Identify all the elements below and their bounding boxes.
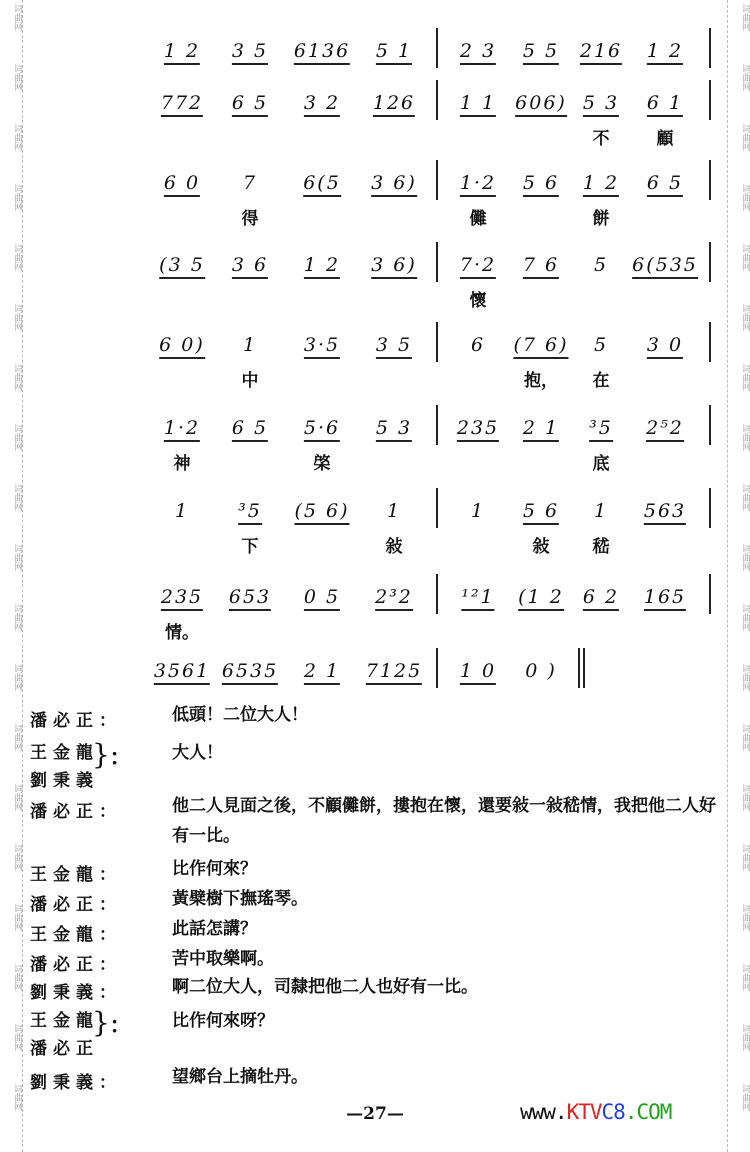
- note-group: 6 1: [647, 92, 683, 117]
- note-group: 653: [229, 586, 271, 611]
- note-group: 772: [161, 92, 203, 117]
- watermark-text: 词曲网: [12, 4, 22, 31]
- lyric: 嵇: [592, 537, 610, 557]
- note-group: 6(535: [632, 254, 698, 279]
- note-group: 1: [174, 500, 190, 522]
- watermark-text: 词曲网: [740, 244, 750, 271]
- dialogue-text: 比作何來呀？: [172, 1011, 274, 1031]
- note-group: 3 5: [232, 40, 268, 65]
- watermark-text: 词曲网: [740, 184, 750, 211]
- note-group: 5: [593, 254, 609, 276]
- note-group: 1 2: [583, 172, 619, 197]
- watermark-text: 词曲网: [12, 904, 22, 931]
- note-group: 3561: [154, 660, 210, 685]
- note-group: 3·5: [304, 334, 340, 359]
- note-group: 6136: [294, 40, 350, 65]
- barline: [709, 28, 711, 68]
- barline: [436, 160, 438, 200]
- brace: }:: [92, 738, 120, 771]
- watermark-text: 词曲网: [12, 124, 22, 151]
- watermark-text: 词曲网: [12, 1084, 22, 1111]
- logo-part: C8: [601, 1100, 625, 1124]
- watermark-text: 词曲网: [12, 604, 22, 631]
- score-line: [0, 254, 750, 311]
- note-group: 6(5: [303, 172, 341, 197]
- note-group: 3 6: [232, 254, 268, 279]
- score-line: [0, 500, 750, 557]
- lyric: 中: [241, 371, 259, 391]
- note-group: 1: [593, 500, 609, 522]
- barline: [436, 322, 438, 362]
- lyric: 敍: [385, 537, 403, 557]
- note-group: ³5: [238, 500, 262, 525]
- dialogue-text: 大人！: [172, 743, 223, 763]
- lyric: 神: [173, 454, 191, 474]
- lyric: 得: [241, 209, 259, 229]
- barline: [709, 242, 711, 282]
- speaker-name: 潘必正：: [30, 802, 122, 822]
- note-group: 0 ): [525, 660, 557, 682]
- watermark-text: 词曲网: [740, 784, 750, 811]
- note-group: 3 6): [371, 172, 417, 197]
- note-group: 5 3: [376, 417, 412, 442]
- lyric: 敍: [532, 537, 550, 557]
- note-group: 0 5: [304, 586, 340, 611]
- note-group: 5 5: [523, 40, 559, 65]
- speaker-name: 王金龍：: [30, 865, 122, 885]
- watermark-text: 词曲网: [740, 64, 750, 91]
- dialogue-text: 比作何來？: [172, 859, 257, 879]
- watermark-text: 词曲网: [740, 484, 750, 511]
- watermark-text: 词曲网: [740, 424, 750, 451]
- brace: }:: [92, 1006, 120, 1039]
- speaker-name: 潘必正：: [30, 955, 122, 975]
- dialogue-text: 低頭！二位大人！: [172, 705, 308, 725]
- page-number: —27—: [346, 1104, 404, 1124]
- speaker-name: 劉秉義：: [30, 983, 122, 1003]
- watermark-text: 词曲网: [740, 904, 750, 931]
- watermark-text: 词曲网: [12, 364, 22, 391]
- barline: [436, 648, 438, 688]
- lyric: 抱，: [524, 371, 558, 391]
- note-group: 2 3: [460, 40, 496, 65]
- note-group: 7·2: [460, 254, 496, 279]
- barline: [578, 648, 580, 688]
- speaker-name: 王金龍: [30, 743, 99, 763]
- lyric: 下: [241, 537, 259, 557]
- barline: [709, 488, 711, 528]
- note-group: 2 1: [523, 417, 559, 442]
- note-group: 1·2: [164, 417, 200, 442]
- note-group: 1 1: [460, 92, 496, 117]
- note-group: 6 0): [159, 334, 205, 359]
- watermark-text: 词曲网: [740, 844, 750, 871]
- note-group: 3 2: [304, 92, 340, 117]
- speaker-name: 潘必正：: [30, 711, 122, 731]
- barline: [709, 405, 711, 445]
- barline: [709, 574, 711, 614]
- watermark-text: 词曲网: [740, 664, 750, 691]
- lyric: 餅: [592, 209, 610, 229]
- note-group: 235: [457, 417, 499, 442]
- watermark-text: 词曲网: [12, 424, 22, 451]
- note-group: (3 5: [159, 254, 205, 279]
- note-group: 3 6): [371, 254, 417, 279]
- dialogue-text: 苦中取樂啊。: [172, 949, 274, 969]
- note-group: 3 5: [376, 334, 412, 359]
- barline: [436, 80, 438, 120]
- speaker-name: 潘必正: [30, 1039, 99, 1059]
- watermark-text: 词曲网: [740, 1084, 750, 1111]
- barline: [436, 488, 438, 528]
- dialogue-text: 望鄉台上摘牡丹。: [172, 1067, 308, 1087]
- watermark-text: 词曲网: [740, 1024, 750, 1051]
- watermark-text: 词曲网: [12, 64, 22, 91]
- barline: [709, 322, 711, 362]
- logo-part: KTV: [566, 1100, 602, 1124]
- note-group: 6 5: [647, 172, 683, 197]
- barline: [436, 242, 438, 282]
- lyric: 底: [592, 454, 610, 474]
- note-group: 563: [644, 500, 686, 525]
- speaker-name: 潘必正：: [30, 895, 122, 915]
- note-group: 6 2: [583, 586, 619, 611]
- dialogue-text: 他二人見面之後，不顧儺餅，摟抱在懷，還要敍一敍嵇情，我把他二人好有一比。: [172, 796, 716, 846]
- site-logo: www.KTVC8.COM: [520, 1100, 672, 1124]
- note-group: 165: [644, 586, 686, 611]
- barline: [709, 80, 711, 120]
- watermark-text: 词曲网: [12, 784, 22, 811]
- lyric: 棨: [313, 454, 331, 474]
- note-group: 606): [515, 92, 567, 117]
- lyric: 儺: [469, 209, 487, 229]
- note-group: 6 5: [232, 417, 268, 442]
- watermark-text: 词曲网: [12, 664, 22, 691]
- note-group: 7125: [366, 660, 422, 685]
- watermark-text: 词曲网: [740, 4, 750, 31]
- watermark-text: 词曲网: [12, 964, 22, 991]
- note-group: 6535: [222, 660, 278, 685]
- dialogue-text: 啊二位大人，司隸把他二人也好有一比。: [172, 977, 478, 997]
- note-group: 5·6: [304, 417, 340, 442]
- barline: [709, 160, 711, 200]
- note-group: 5 6: [523, 500, 559, 525]
- note-group: 1: [470, 500, 486, 522]
- note-group: 6: [470, 334, 486, 356]
- note-group: 2 1: [304, 660, 340, 685]
- lyric: 不: [592, 129, 610, 149]
- score-line: [0, 40, 750, 70]
- dialogue-text: 黃檗樹下撫瑤琴。: [172, 889, 308, 909]
- speaker-name: 劉秉義：: [30, 1073, 122, 1093]
- watermark-text: 词曲网: [740, 964, 750, 991]
- watermark-text: 词曲网: [740, 604, 750, 631]
- note-group: 2³2: [375, 586, 413, 611]
- note-group: 2⁵2: [646, 417, 684, 442]
- watermark-text: 词曲网: [740, 724, 750, 751]
- watermark-text: 词曲网: [12, 544, 22, 571]
- note-group: 5 1: [376, 40, 412, 65]
- barline: [436, 574, 438, 614]
- watermark-text: 词曲网: [12, 844, 22, 871]
- speaker-name: 王金龍：: [30, 925, 122, 945]
- watermark-text: 词曲网: [740, 304, 750, 331]
- speaker-name: 王金龍: [30, 1011, 99, 1031]
- note-group: 126: [373, 92, 415, 117]
- note-group: 6 5: [232, 92, 268, 117]
- note-group: 7 6: [523, 254, 559, 279]
- lyric: 在: [592, 371, 610, 391]
- lyric: 情。: [165, 623, 199, 643]
- note-group: 3 0: [647, 334, 683, 359]
- note-group: ¹²1: [461, 586, 494, 611]
- note-group: (5 6): [294, 500, 349, 525]
- note-group: 1 2: [164, 40, 200, 65]
- speaker-name: 劉秉義: [30, 771, 99, 791]
- logo-part: COM: [636, 1100, 672, 1124]
- note-group: 1: [242, 334, 258, 356]
- note-group: (1 2: [518, 586, 564, 611]
- note-group: 5: [593, 334, 609, 356]
- lyric: 顧: [656, 129, 674, 149]
- barline: [436, 28, 438, 68]
- note-group: 1 0: [460, 660, 496, 685]
- watermark-text: 词曲网: [12, 304, 22, 331]
- note-group: ³5: [589, 417, 613, 442]
- note-group: 235: [161, 586, 203, 611]
- watermark-text: 词曲网: [740, 124, 750, 151]
- note-group: 5 6: [523, 172, 559, 197]
- barline: [436, 405, 438, 445]
- note-group: 1: [386, 500, 402, 522]
- watermark-text: 词曲网: [12, 724, 22, 751]
- score-line: [0, 417, 750, 474]
- note-group: 7: [242, 172, 258, 194]
- watermark-text: 词曲网: [740, 364, 750, 391]
- note-group: 1 2: [647, 40, 683, 65]
- dialogue-text: 此話怎講？: [172, 919, 257, 939]
- score-line: [0, 660, 750, 690]
- watermark-text: 词曲网: [12, 244, 22, 271]
- score-line: [0, 172, 750, 229]
- watermark-text: 词曲网: [12, 184, 22, 211]
- lyric: 懷: [469, 291, 487, 311]
- watermark-text: 词曲网: [12, 484, 22, 511]
- note-group: 1 2: [304, 254, 340, 279]
- watermark-text: 词曲网: [12, 1024, 22, 1051]
- note-group: 1·2: [460, 172, 496, 197]
- note-group: 6 0: [164, 172, 200, 197]
- note-group: 5 3: [583, 92, 619, 117]
- note-group: (7 6): [513, 334, 568, 359]
- note-group: 216: [580, 40, 622, 65]
- watermark-text: 词曲网: [740, 544, 750, 571]
- logo-part: www.: [520, 1100, 567, 1124]
